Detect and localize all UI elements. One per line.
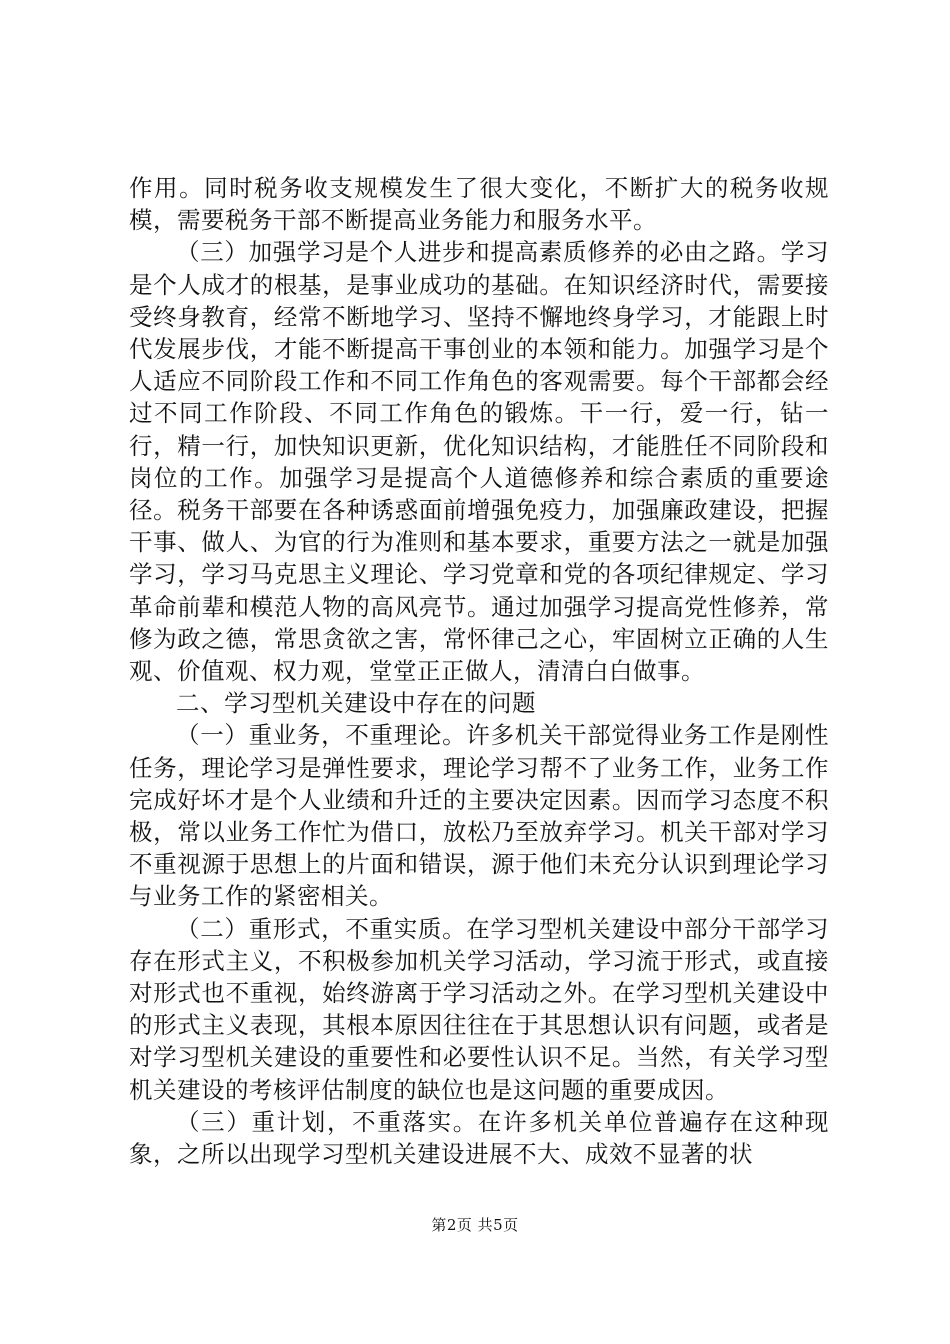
page-number-footer: 第2页 共5页 bbox=[431, 1216, 519, 1234]
document-body bbox=[129, 172, 829, 1170]
paragraph-study-personal-growth: （三）加强学习是个人进步和提高素质修养的必由之路。学习是个人成才的根基，是事业成功的基础。在知识经济时代，需要接受终身教育，经常不断地学习、坚持不懈地终身学习，才能跟上时代发展步伐，才能不断提高干事创业的本领和能力。加强学习是个人适应不同阶段工作和不同工作角色的客观需要。每个干部都会经过不同工作阶段、不同工作角色的锻炼。干一行，爱一行，钻一行，精一行，加快知识更新，优化知识结构，才能胜任不同阶段和岗位的工作。加强学习是提高个人道德修养和综合素质的重要途径。税务干部要在各种诱惑面前增强免疫力，加强廉政建设，把握干事、做人、为官的行为准则和基本要求，重要方法之一就是加强学习，学习马克思主义理论、学习党章和党的各项纪律规定、学习革命前辈和模范人物的高风亮节。通过加强学习提高党性修养，常修为政之德，常思贪欲之害，常怀律己之心，牢固树立正确的人生观、价值观、权力观，堂堂正正做人，清清白白做事。 bbox=[129, 238, 829, 686]
paragraph-problem-one: （一）重业务，不重理论。许多机关干部觉得业务工作是刚性任务，理论学习是弹性要求，理论学习帮不了业务工作，业务工作完成好坏才是个人业绩和升迁的主要决定因素。因而学习态度不积极，常以业务工作忙为借口，放松乃至放弃学习。机关干部对学习不重视源于思想上的片面和错误，源于他们未充分认识到理论学习与业务工作的紧密相关。 bbox=[129, 721, 829, 911]
paragraph-continuation: 作用。同时税务收支规模发生了很大变化，不断扩大的税务收规模，需要税务干部不断提高业务能力和服务水平。 bbox=[129, 174, 829, 235]
paragraph-problem-three: （三）重计划，不重落实。在许多机关单位普遍存在这种现象，之所以出现学习型机关建设进展不大、成效不显著的状 bbox=[129, 1107, 829, 1169]
paragraph-problem-two: （二）重形式，不重实质。在学习型机关建设中部分干部学习存在形式主义，不积极参加机关学习活动，学习流于形式，或直接对形式也不重视，始终游离于学习活动之外。在学习型机关建设中的形式主义表现，其根本原因往往在于其思想认识有问题，或者是对学习型机关建设的重要性和必要性认识不足。当然，有关学习型机关建设的考核评估制度的缺位也是这问题的重要成因。 bbox=[129, 914, 829, 1104]
section-heading-problems: 二、学习型机关建设中存在的问题 bbox=[176, 689, 536, 718]
